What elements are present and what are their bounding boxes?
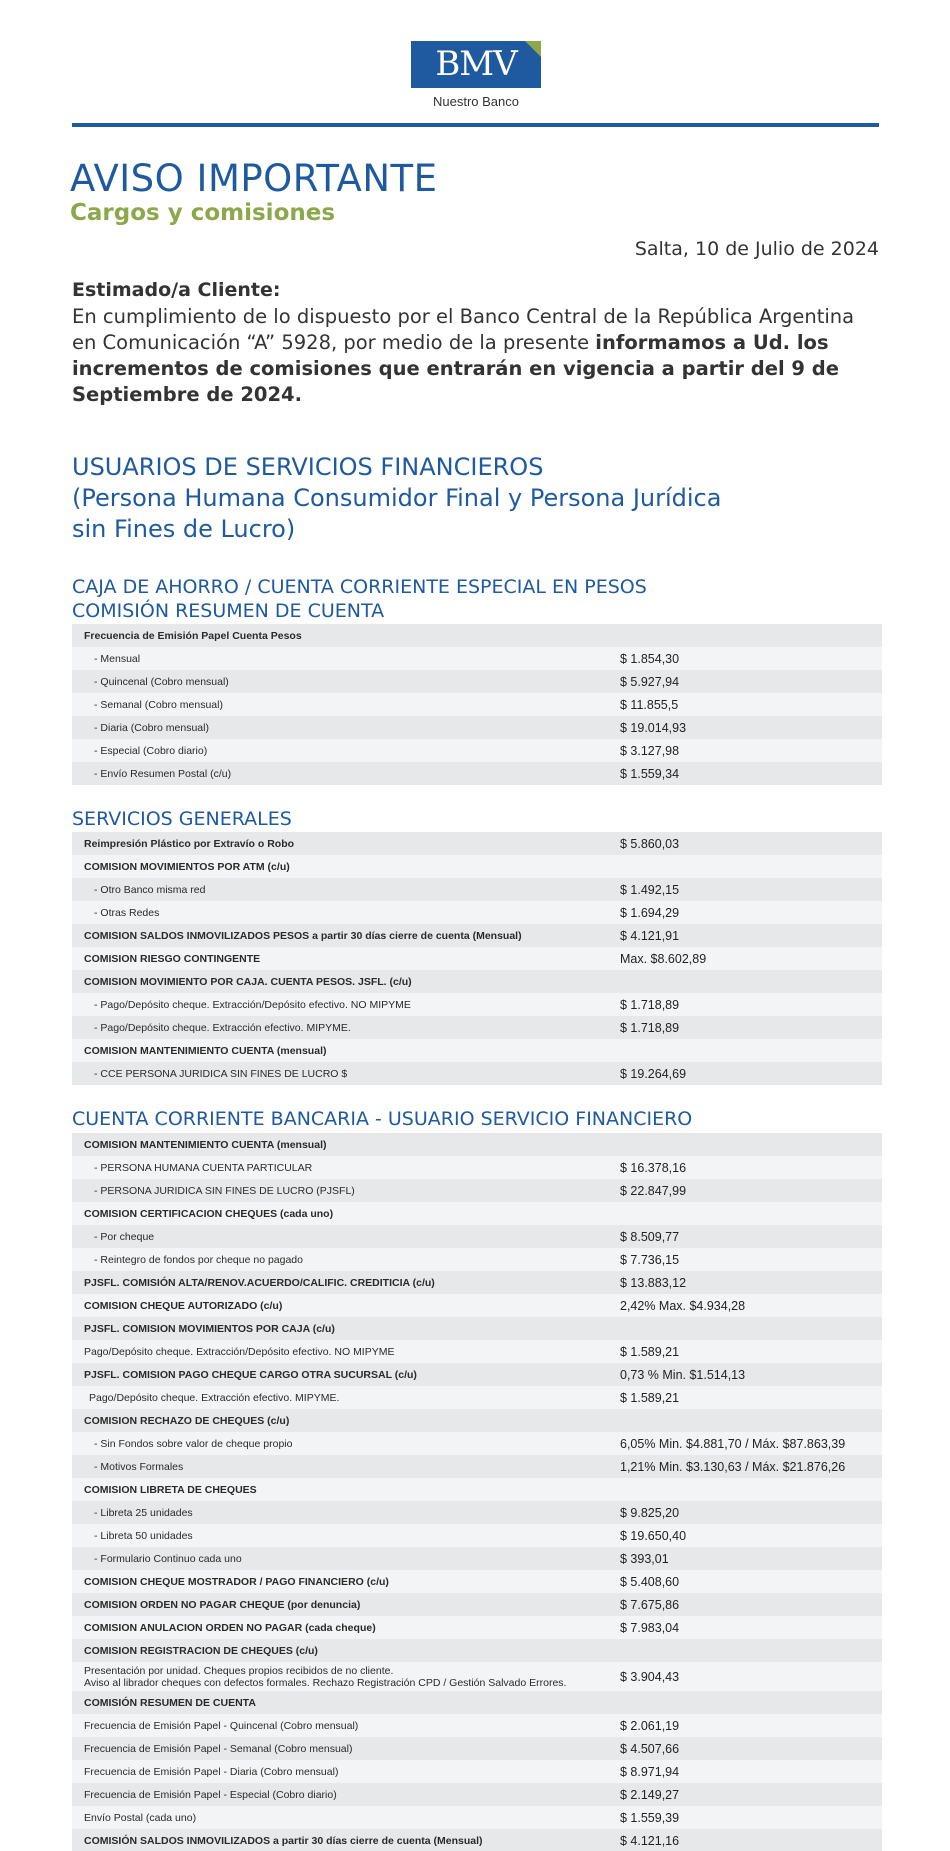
fee-row bbox=[72, 739, 882, 762]
fee-value bbox=[620, 1409, 882, 1432]
fee-label bbox=[72, 1039, 620, 1062]
fee-label bbox=[72, 1409, 620, 1432]
fee-row bbox=[72, 1363, 882, 1386]
fee-value bbox=[620, 1039, 882, 1062]
fee-value: $ 1.589,21 bbox=[620, 1340, 882, 1363]
fee-row bbox=[72, 1501, 882, 1524]
caja-fees-table bbox=[72, 624, 882, 785]
fee-row bbox=[72, 647, 882, 670]
caja-heading-line-1: CAJA DE AHORRO / CUENTA CORRIENTE ESPECIAL EN PESOS bbox=[72, 576, 647, 598]
fee-label bbox=[72, 1179, 620, 1202]
fee-label bbox=[72, 1593, 620, 1616]
fee-label-text: - Otras Redes bbox=[94, 906, 160, 919]
fee-label-text: Envío Postal (cada uno) bbox=[84, 1811, 197, 1824]
fee-label-text: - Libreta 50 unidades bbox=[94, 1529, 193, 1542]
fee-label-text: Frecuencia de Emisión Papel - Diaria (Cobro mensual) bbox=[84, 1765, 339, 1778]
fee-label bbox=[72, 1737, 620, 1760]
fee-label-text: Pago/Depósito cheque. Extracción/Depósito efectivo. NO MIPYME bbox=[84, 1345, 395, 1358]
fee-label-text: - Pago/Depósito cheque. Extracción efectivo. MIPYME. bbox=[94, 1021, 351, 1034]
fee-label bbox=[72, 1547, 620, 1570]
fee-value: 0,73 % Min. $1.514,13 bbox=[620, 1363, 882, 1386]
fee-label-text: COMISION ANULACION ORDEN NO PAGAR (cada cheque) bbox=[84, 1621, 376, 1634]
section-title-line-1: USUARIOS DE SERVICIOS FINANCIEROS bbox=[72, 453, 544, 481]
fee-label-text: - PERSONA JURIDICA SIN FINES DE LUCRO (PJSFL) bbox=[94, 1184, 355, 1197]
fee-value: $ 4.121,16 bbox=[620, 1829, 882, 1851]
logo-corner-mark bbox=[525, 41, 541, 57]
fee-value: $ 1.854,30 bbox=[620, 647, 882, 670]
intro-emphasis: informamos a Ud. los incrementos de comisiones que entrarán en vigencia a partir del 9 de Septiembre de 2024. bbox=[72, 331, 839, 406]
fee-label-text: - Libreta 25 unidades bbox=[94, 1506, 193, 1519]
fee-value: $ 2.149,27 bbox=[620, 1783, 882, 1806]
fee-value: $ 19.264,69 bbox=[620, 1062, 882, 1085]
bank-logo bbox=[411, 41, 541, 109]
fee-label bbox=[72, 1248, 620, 1271]
fee-row bbox=[72, 1386, 882, 1409]
fee-label bbox=[72, 1639, 620, 1662]
fee-value: $ 7.736,15 bbox=[620, 1248, 882, 1271]
fee-label-text: COMISION CERTIFICACION CHEQUES (cada uno) bbox=[84, 1207, 334, 1220]
fee-label-text: COMISION MANTENIMIENTO CUENTA (mensual) bbox=[84, 1138, 327, 1151]
fee-value bbox=[620, 624, 882, 647]
fee-row bbox=[72, 878, 882, 901]
fee-row bbox=[72, 1593, 882, 1616]
fee-label bbox=[72, 1317, 620, 1340]
fee-value: $ 13.883,12 bbox=[620, 1271, 882, 1294]
greeting: Estimado/a Cliente: bbox=[72, 279, 281, 301]
fee-label bbox=[72, 1271, 620, 1294]
fee-value: $ 1.492,15 bbox=[620, 878, 882, 901]
fee-value: $ 3.127,98 bbox=[620, 739, 882, 762]
fee-value: $ 11.855,5 bbox=[620, 693, 882, 716]
fee-row bbox=[72, 1737, 882, 1760]
fee-value: $ 5.860,03 bbox=[620, 832, 882, 855]
fee-value: $ 4.121,91 bbox=[620, 924, 882, 947]
fee-label bbox=[72, 1294, 620, 1317]
page-subtitle: Cargos y comisiones bbox=[70, 200, 336, 226]
intro-paragraph bbox=[72, 304, 882, 408]
fee-label-text: - Motivos Formales bbox=[94, 1460, 184, 1473]
fee-row bbox=[72, 1016, 882, 1039]
fee-value: $ 7.983,04 bbox=[620, 1616, 882, 1639]
fee-value bbox=[620, 1133, 882, 1156]
logo-badge bbox=[411, 41, 541, 88]
fee-label-text: - Quincenal (Cobro mensual) bbox=[94, 675, 229, 688]
fee-row bbox=[72, 1432, 882, 1455]
fee-row bbox=[72, 1478, 882, 1501]
fee-row bbox=[72, 1225, 882, 1248]
fee-label bbox=[72, 739, 620, 762]
fee-label bbox=[72, 947, 620, 970]
fee-label-text: Frecuencia de Emisión Papel - Especial (Cobro diario) bbox=[84, 1788, 337, 1801]
fee-value: $ 16.378,16 bbox=[620, 1156, 882, 1179]
fee-value: 2,42% Max. $4.934,28 bbox=[620, 1294, 882, 1317]
fee-row bbox=[72, 624, 882, 647]
fee-row bbox=[72, 670, 882, 693]
fee-row bbox=[72, 993, 882, 1016]
fee-row bbox=[72, 1248, 882, 1271]
fee-row bbox=[72, 1133, 882, 1156]
fee-label-text: COMISION CHEQUE AUTORIZADO (c/u) bbox=[84, 1299, 283, 1312]
fee-label bbox=[72, 878, 620, 901]
fee-row bbox=[72, 693, 882, 716]
fee-label bbox=[72, 1225, 620, 1248]
fee-row bbox=[72, 947, 882, 970]
fee-row bbox=[72, 1691, 882, 1714]
fee-row bbox=[72, 1806, 882, 1829]
fee-value: $ 393,01 bbox=[620, 1547, 882, 1570]
fee-row bbox=[72, 1179, 882, 1202]
section-title bbox=[72, 452, 721, 545]
fee-label-text: PJSFL. COMISION MOVIMIENTOS POR CAJA (c/u) bbox=[84, 1322, 335, 1335]
fee-label bbox=[72, 832, 620, 855]
fee-label-text: - Por cheque bbox=[94, 1230, 155, 1243]
fee-value bbox=[620, 1317, 882, 1340]
fee-label-text: COMISION CHEQUE MOSTRADOR / PAGO FINANCIERO (c/u) bbox=[84, 1575, 389, 1588]
fee-label-text: Reimpresión Plástico por Extravío o Robo bbox=[84, 837, 295, 850]
fee-label bbox=[72, 1570, 620, 1593]
fee-label bbox=[72, 855, 620, 878]
fee-value: $ 5.927,94 bbox=[620, 670, 882, 693]
fee-value: $ 4.507,66 bbox=[620, 1737, 882, 1760]
fee-label bbox=[72, 1616, 620, 1639]
fee-label-text: Presentación por unidad. Cheques propios recibidos de no cliente. bbox=[84, 1664, 394, 1677]
fee-row bbox=[72, 1062, 882, 1085]
fee-row bbox=[72, 1783, 882, 1806]
fee-label bbox=[72, 1156, 620, 1179]
letter-date: Salta, 10 de Julio de 2024 bbox=[634, 238, 879, 260]
fee-label bbox=[72, 993, 620, 1016]
fee-label bbox=[72, 716, 620, 739]
fee-label-text: PJSFL. COMISION PAGO CHEQUE CARGO OTRA SUCURSAL (c/u) bbox=[84, 1368, 417, 1381]
fee-row bbox=[72, 1662, 882, 1691]
fee-value: 6,05% Min. $4.881,70 / Máx. $87.863,39 bbox=[620, 1432, 882, 1455]
section-title-line-2: (Persona Humana Consumidor Final y Persona Jurídica bbox=[72, 484, 722, 512]
fee-label bbox=[72, 647, 620, 670]
fee-value: $ 3.904,43 bbox=[620, 1662, 882, 1691]
fee-label bbox=[72, 1455, 620, 1478]
fee-value: $ 1.589,21 bbox=[620, 1386, 882, 1409]
fee-row bbox=[72, 1156, 882, 1179]
fee-row bbox=[72, 716, 882, 739]
fee-label-text: - CCE PERSONA JURIDICA SIN FINES DE LUCRO $ bbox=[94, 1067, 348, 1080]
fee-value bbox=[620, 855, 882, 878]
fee-label-text: COMISION SALDOS INMOVILIZADOS PESOS a partir 30 días cierre de cuenta (Mensual) bbox=[84, 929, 522, 942]
fee-label-text: COMISION MOVIMIENTO POR CAJA. CUENTA PESOS. JSFL. (c/u) bbox=[84, 975, 412, 988]
fee-label-text: - Pago/Depósito cheque. Extracción/Depósito efectivo. NO MIPYME bbox=[94, 998, 411, 1011]
fee-value: $ 19.014,93 bbox=[620, 716, 882, 739]
fee-row bbox=[72, 1570, 882, 1593]
fee-label-text: - Formulario Continuo cada uno bbox=[94, 1552, 242, 1565]
fee-value: $ 8.509,77 bbox=[620, 1225, 882, 1248]
fee-label-text: - Mensual bbox=[94, 652, 141, 665]
fee-label bbox=[72, 693, 620, 716]
fee-label-text: - Diaria (Cobro mensual) bbox=[94, 721, 209, 734]
fee-label bbox=[72, 1363, 620, 1386]
fee-value bbox=[620, 1639, 882, 1662]
page-title: AVISO IMPORTANTE bbox=[70, 157, 438, 200]
fee-row bbox=[72, 1714, 882, 1737]
fee-label-text: - Semanal (Cobro mensual) bbox=[94, 698, 223, 711]
section-title-line-3: sin Fines de Lucro) bbox=[72, 515, 296, 543]
fee-label-text: - Especial (Cobro diario) bbox=[94, 744, 208, 757]
fee-label-text: Frecuencia de Emisión Papel Cuenta Pesos bbox=[84, 629, 302, 642]
fee-value bbox=[620, 970, 882, 993]
fee-label-text: COMISION MOVIMIENTOS POR ATM (c/u) bbox=[84, 860, 290, 873]
fee-row bbox=[72, 1317, 882, 1340]
fee-row bbox=[72, 1760, 882, 1783]
fee-label bbox=[72, 1691, 620, 1714]
fee-row bbox=[72, 1039, 882, 1062]
fee-value: $ 1.559,34 bbox=[620, 762, 882, 785]
fee-row bbox=[72, 832, 882, 855]
fee-row bbox=[72, 901, 882, 924]
fee-value: $ 1.694,29 bbox=[620, 901, 882, 924]
fee-label bbox=[72, 1340, 620, 1363]
fee-label bbox=[72, 1714, 620, 1737]
corriente-fees-table bbox=[72, 1133, 882, 1851]
fee-row bbox=[72, 762, 882, 785]
fee-label bbox=[72, 970, 620, 993]
fee-label-text: - Sin Fondos sobre valor de cheque propio bbox=[94, 1437, 293, 1450]
intro-text: En cumplimiento de lo dispuesto por el Banco Central de la República Argentina en Comunicación “A” 5928, por medio de la presente bbox=[72, 305, 855, 354]
fee-value: Max. $8.602,89 bbox=[620, 947, 882, 970]
fee-row bbox=[72, 1455, 882, 1478]
fee-row bbox=[72, 1294, 882, 1317]
fee-value: $ 19.650,40 bbox=[620, 1524, 882, 1547]
fee-label bbox=[72, 624, 620, 647]
fee-label bbox=[72, 1783, 620, 1806]
logo-text: BMV bbox=[435, 44, 517, 84]
fee-label-text: - PERSONA HUMANA CUENTA PARTICULAR bbox=[94, 1161, 313, 1174]
fee-row bbox=[72, 924, 882, 947]
fee-label-text: COMISION RIESGO CONTINGENTE bbox=[84, 952, 261, 965]
fee-label-text: COMISIÓN RESUMEN DE CUENTA bbox=[84, 1696, 256, 1709]
fee-label bbox=[72, 1062, 620, 1085]
fee-value: $ 8.971,94 bbox=[620, 1760, 882, 1783]
fee-value: 1,21% Min. $3.130,63 / Máx. $21.876,26 bbox=[620, 1455, 882, 1478]
fee-label bbox=[72, 762, 620, 785]
fee-label bbox=[72, 1478, 620, 1501]
fee-label bbox=[72, 1386, 620, 1409]
fee-value: $ 1.559,39 bbox=[620, 1806, 882, 1829]
fee-label-text: COMISION REGISTRACION DE CHEQUES (c/u) bbox=[84, 1644, 318, 1657]
fee-label-text: Pago/Depósito cheque. Extracción efectivo. MIPYME. bbox=[89, 1391, 340, 1404]
fee-value bbox=[620, 1202, 882, 1225]
fee-label bbox=[72, 1133, 620, 1156]
fee-label bbox=[72, 1806, 620, 1829]
fee-value bbox=[620, 1478, 882, 1501]
caja-heading-line-2: COMISIÓN RESUMEN DE CUENTA bbox=[72, 600, 385, 622]
fee-label-text: COMISION ORDEN NO PAGAR CHEQUE (por denuncia) bbox=[84, 1598, 361, 1611]
corriente-heading: CUENTA CORRIENTE BANCARIA - USUARIO SERVICIO FINANCIERO bbox=[72, 1108, 693, 1130]
fee-value: $ 2.061,19 bbox=[620, 1714, 882, 1737]
fee-value: $ 7.675,86 bbox=[620, 1593, 882, 1616]
fee-row bbox=[72, 1639, 882, 1662]
fee-value: $ 22.847,99 bbox=[620, 1179, 882, 1202]
fee-label-text: - Envío Resumen Postal (c/u) bbox=[94, 767, 232, 780]
fee-label bbox=[72, 1202, 620, 1225]
fee-label-text: PJSFL. COMISIÓN ALTA/RENOV.ACUERDO/CALIFIC. CREDITICIA (c/u) bbox=[84, 1276, 435, 1289]
fee-label-text: COMISION RECHAZO DE CHEQUES (c/u) bbox=[84, 1414, 290, 1427]
fee-row bbox=[72, 1340, 882, 1363]
fee-row bbox=[72, 1616, 882, 1639]
fee-label bbox=[72, 901, 620, 924]
fee-label-text: Frecuencia de Emisión Papel - Quincenal (Cobro mensual) bbox=[84, 1719, 359, 1732]
fee-label bbox=[72, 1760, 620, 1783]
fee-label-text: Frecuencia de Emisión Papel - Semanal (Cobro mensual) bbox=[84, 1742, 353, 1755]
fee-label-text: COMISION MANTENIMIENTO CUENTA (mensual) bbox=[84, 1044, 327, 1057]
fee-label bbox=[72, 1432, 620, 1455]
header-divider bbox=[72, 123, 879, 127]
fee-row bbox=[72, 1829, 882, 1851]
fee-label bbox=[72, 1662, 620, 1691]
fee-value: $ 1.718,89 bbox=[620, 1016, 882, 1039]
fee-row bbox=[72, 1271, 882, 1294]
fee-value bbox=[620, 1691, 882, 1714]
fee-label bbox=[72, 1524, 620, 1547]
fee-row bbox=[72, 970, 882, 993]
fee-label-text-2: Aviso al librador cheques con defectos formales. Rechazo Registración CPD / Gestión Salvado Errores. bbox=[84, 1676, 567, 1689]
fee-label bbox=[72, 1501, 620, 1524]
fee-row bbox=[72, 1202, 882, 1225]
fee-value: $ 5.408,60 bbox=[620, 1570, 882, 1593]
fee-label bbox=[72, 924, 620, 947]
fee-row bbox=[72, 1547, 882, 1570]
fee-row bbox=[72, 1524, 882, 1547]
generales-fees-table bbox=[72, 832, 882, 1085]
fee-label-text: - Reintegro de fondos por cheque no pagado bbox=[94, 1253, 303, 1266]
caja-heading bbox=[72, 575, 647, 623]
fee-label bbox=[72, 670, 620, 693]
fee-label bbox=[72, 1016, 620, 1039]
fee-value: $ 1.718,89 bbox=[620, 993, 882, 1016]
fee-label bbox=[72, 1829, 620, 1851]
fee-label-text: COMISION LIBRETA DE CHEQUES bbox=[84, 1483, 257, 1496]
fee-label-text: COMISIÓN SALDOS INMOVILIZADOS a partir 30 días cierre de cuenta (Mensual) bbox=[84, 1834, 483, 1847]
fee-label-text: - Otro Banco misma red bbox=[94, 883, 206, 896]
fee-row bbox=[72, 855, 882, 878]
fee-row bbox=[72, 1409, 882, 1432]
logo-tagline: Nuestro Banco bbox=[433, 94, 519, 109]
generales-heading: SERVICIOS GENERALES bbox=[72, 808, 292, 830]
fee-value: $ 9.825,20 bbox=[620, 1501, 882, 1524]
